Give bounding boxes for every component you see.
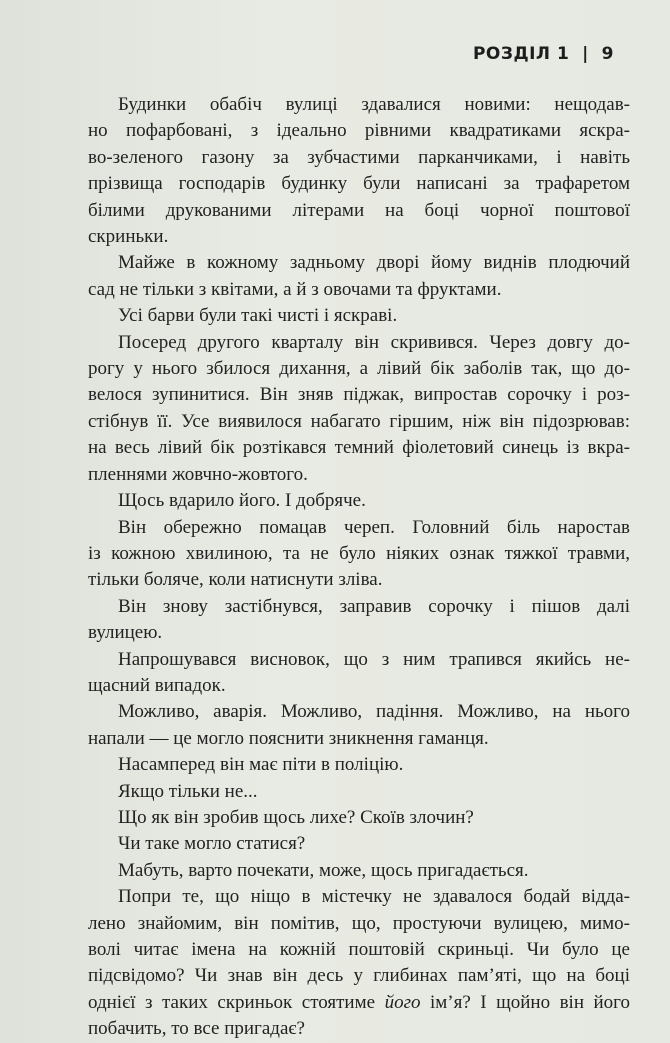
text-line: Напрошувався висновок, що з ним трапився якийсь не- bbox=[118, 648, 630, 670]
text-line: прізвища господарів будинку були написані за трафаретом bbox=[88, 173, 630, 195]
text-line: стібнув її. Усе виявилося набагато гіршим, ніж він підозрював: bbox=[88, 410, 630, 432]
text-line: Він обережно помацав череп. Головний біль наростав bbox=[118, 516, 630, 538]
text-line: Він знову застібнувся, заправив сорочку і пішов далі bbox=[118, 595, 630, 617]
text-line: Якщо тільки не... bbox=[118, 780, 258, 802]
text-line: велося зупинитися. Він зняв піджак, випростав сорочку і роз- bbox=[88, 384, 630, 406]
text-line: тільки боляче, коли натиснути зліва. bbox=[88, 569, 383, 591]
text-line: но пофарбовані, з ідеально рівними квадратиками яскра- bbox=[88, 120, 630, 142]
text-line: Насамперед він має піти в поліцію. bbox=[118, 754, 404, 776]
text-line: пленнями жовчно-жовтого. bbox=[88, 463, 308, 485]
text-line: Чи таке могло статися? bbox=[118, 833, 306, 855]
text-line: із кожною хвилиною, та не було ніяких ознак тяжкої травми, bbox=[88, 542, 630, 564]
text-line: сад не тільки з квітами, а й з овочами та фруктами. bbox=[88, 278, 502, 300]
text-line: напали — це могло пояснити зникнення гаманця. bbox=[88, 727, 489, 749]
text-line: во-зеленого газону за зубчастими парканчиками, і навіть bbox=[88, 146, 630, 168]
text-line: на весь лівий бік розтікався темний фіолетовий синець із вкра- bbox=[88, 437, 630, 459]
text-line: побачить, то все пригадає? bbox=[88, 1018, 305, 1040]
text-line: Попри те, що ніщо в містечку не здавалося бодай відда- bbox=[118, 886, 630, 908]
text-line: Посеред другого кварталу він скривився. Через довгу до- bbox=[118, 331, 630, 353]
text-line: Будинки обабіч вулиці здавалися новими: нещодав- bbox=[118, 94, 630, 115]
text-line: скриньки. bbox=[88, 226, 169, 248]
text-line: Усі барви були такі чисті і яскраві. bbox=[118, 305, 398, 327]
text-segment: однієї з таких скриньок стоятиме bbox=[88, 991, 385, 1013]
text-line: Можливо, аварія. Можливо, падіння. Можливо, на нього bbox=[118, 701, 630, 723]
text-line: щасний випадок. bbox=[88, 674, 226, 696]
page-body-text bbox=[88, 92, 630, 1043]
text-segment: ім’я? І щойно він його bbox=[420, 991, 630, 1013]
text-line: волі читає імена на кожній поштовій скриньці. Чи було це bbox=[88, 939, 630, 960]
running-header: РОЗДІЛ 1 | 9 bbox=[472, 44, 614, 64]
text-line: білими друкованими літерами на боці чорної поштової bbox=[88, 199, 630, 221]
text-line: Мабуть, варто почекати, може, щось пригадається. bbox=[118, 859, 529, 881]
text-line: вулицею. bbox=[88, 622, 163, 644]
text-line: Майже в кожному задньому дворі йому виднів плодючий bbox=[118, 252, 630, 274]
text-line: підсвідомо? Чи знав він десь у глибинах пам’яті, що на боці bbox=[88, 965, 630, 987]
text-line: рогу у нього збилося дихання, а лівий бік заболів так, що до- bbox=[88, 358, 630, 380]
text-line: лено знайомим, він помітив, що, простуючи вулицею, мимо- bbox=[88, 912, 630, 934]
text-line bbox=[88, 990, 630, 1016]
text-line: Що як він зробив щось лихе? Скоїв злочин? bbox=[118, 806, 474, 828]
italic-emphasis: його bbox=[384, 991, 421, 1013]
text-line: Щось вдарило його. І добряче. bbox=[118, 490, 366, 512]
